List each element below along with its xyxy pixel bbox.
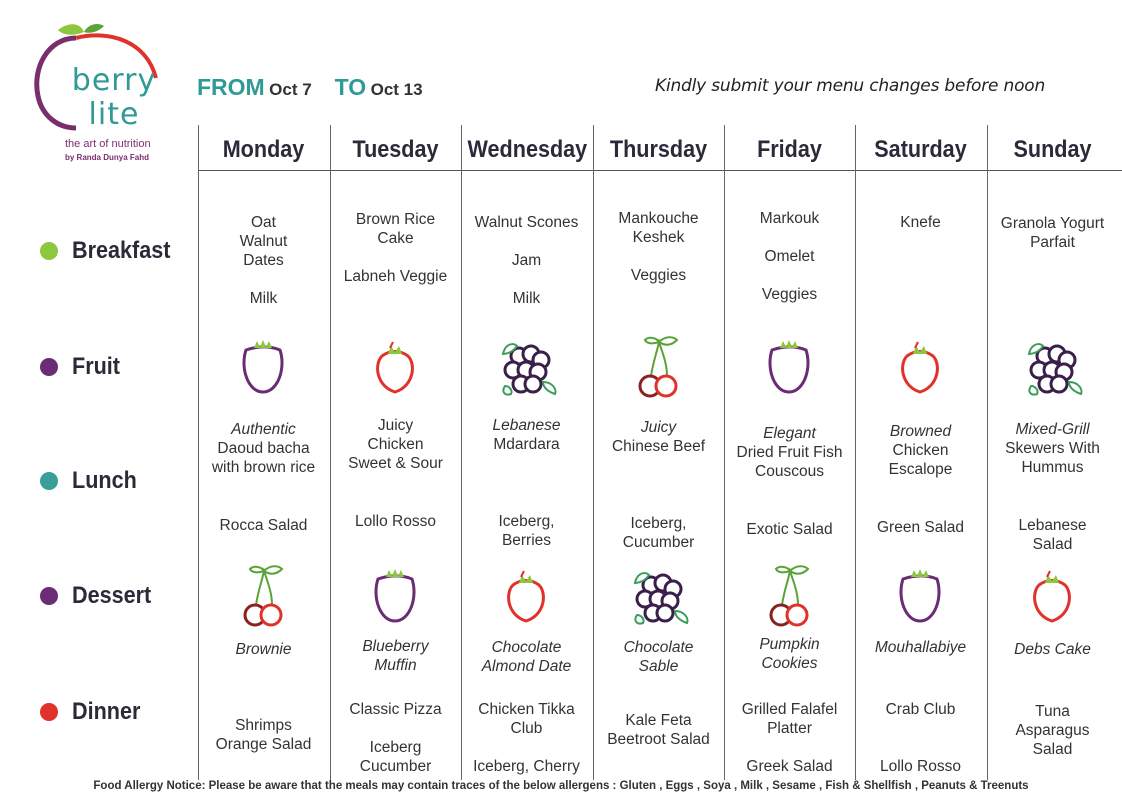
lunch-dish: Mdardara [493, 436, 560, 453]
breakfast-item [724, 209, 855, 304]
dinner-item-line: Classic Pizza [349, 701, 442, 718]
meal-name: Lunch [72, 467, 137, 494]
day-header-tuesday: Tuesday [352, 136, 439, 163]
lunch-descriptor: Lebanese [492, 417, 561, 434]
lunch-dish: Dried Fruit Fish [736, 444, 843, 461]
lunch-salad [593, 514, 724, 552]
dinner-item-line: Tuna [1035, 703, 1070, 720]
breakfast-item-line: Markouk [759, 210, 820, 227]
plum-icon [360, 563, 430, 629]
meal-dot-icon [40, 703, 58, 721]
spacer [724, 738, 855, 757]
spacer [330, 248, 461, 267]
plum-icon [754, 334, 824, 400]
dessert-item [855, 638, 986, 657]
lunch-salad-line: Green Salad [876, 519, 965, 536]
lunch-dish: with brown rice [211, 459, 316, 476]
dinner-item-line: Crab Club [885, 701, 956, 718]
lunch-salad-line: Rocca Salad [219, 517, 308, 534]
breakfast-item [987, 214, 1118, 252]
dessert-item-line: Chocolate [491, 639, 562, 656]
lunch-descriptor: Browned [889, 423, 952, 440]
spacer [198, 270, 329, 289]
lunch-descriptor: Authentic [231, 421, 296, 438]
dessert-item [198, 640, 329, 659]
lunch-main [855, 422, 986, 479]
brand-name: berry lite [71, 63, 157, 132]
brand-tagline: the art of nutrition [65, 138, 151, 150]
lunch-salad-line: Lebanese [1018, 517, 1087, 534]
day-header-friday: Friday [757, 136, 822, 163]
strawberry-icon [1017, 563, 1087, 629]
dessert-item-line: Pumpkin [759, 636, 820, 653]
lunch-main [724, 424, 855, 481]
lunch-dish: Daoud bacha [217, 440, 310, 457]
lunch-dish: Chicken [892, 442, 949, 459]
lunch-dish: Skewers With [1005, 440, 1100, 457]
breakfast-item-line: Milk [249, 290, 278, 307]
dinner-item-line: Club [510, 720, 543, 737]
day-header-saturday: Saturday [874, 136, 967, 163]
dinner-item-line: Iceberg, Cherry [473, 758, 580, 775]
spacer [461, 738, 592, 757]
breakfast-item-line: Keshek [632, 229, 685, 246]
meal-dot-icon [40, 587, 58, 605]
breakfast-item [330, 210, 461, 286]
lunch-salad-line: Berries [501, 532, 552, 549]
breakfast-item-line: Omelet [764, 248, 815, 265]
dinner-item-line: Grilled Falafel [741, 701, 838, 718]
dinner-item [198, 716, 329, 754]
lunch-main [330, 416, 461, 473]
day-header-thursday: Thursday [609, 136, 708, 163]
dinner-item-line: Iceberg [369, 739, 422, 756]
lunch-dish: Chicken [367, 436, 424, 453]
meal-label-lunch [40, 466, 144, 496]
dinner-item [593, 711, 724, 749]
lunch-main [461, 416, 592, 454]
to-date: Oct 13 [370, 80, 423, 99]
lunch-descriptor: Mixed-Grill [1015, 421, 1090, 438]
to-label: TO [334, 74, 367, 100]
lunch-descriptor: Elegant [763, 425, 816, 442]
allergy-notice: Food Allergy Notice: Please be aware that the meals may contain traces of the below allergens : Gluten , Eggs , Soya , Milk , Sesame , Fish & Shellfish , Peanuts & Treenuts [93, 780, 1029, 792]
lunch-salad-line: Salad [1032, 536, 1073, 553]
breakfast-item-line: Walnut Scones [474, 214, 579, 231]
lunch-main [593, 418, 724, 456]
day-header-wednesday: Wednesday [467, 136, 588, 163]
lunch-descriptor: Juicy [640, 419, 677, 436]
dinner-item-line: Orange Salad [215, 736, 312, 753]
cherry-icon [754, 563, 824, 629]
dessert-item-line: Debs Cake [1014, 641, 1091, 658]
dinner-item-line: Cucumber [359, 758, 432, 775]
lunch-main [987, 420, 1118, 477]
from-date: Oct 7 [269, 80, 312, 99]
dessert-item [987, 640, 1118, 659]
breakfast-item-line: Dates [243, 252, 284, 269]
cherry-icon [228, 563, 298, 629]
brand-author: by Randa Dunya Fahd [65, 153, 150, 162]
lunch-dish: Sweet & Sour [348, 455, 443, 472]
meal-dot-icon [40, 242, 58, 260]
lunch-salad [461, 512, 592, 550]
dinner-item-line: Lollo Rosso [880, 758, 961, 775]
spacer [724, 228, 855, 247]
breakfast-item [593, 209, 724, 285]
lunch-salad [724, 520, 855, 539]
meal-name: Fruit [72, 353, 120, 380]
lunch-salad-line: Iceberg, [630, 515, 687, 532]
lunch-salad-line: Lollo Rosso [355, 513, 436, 530]
dessert-item-line: Muffin [374, 657, 417, 674]
strawberry-icon [491, 563, 561, 629]
breakfast-item-line: Walnut [239, 233, 288, 250]
dessert-item [593, 638, 724, 676]
dinner-item-line: Greek Salad [746, 758, 833, 775]
lunch-salad [198, 516, 329, 535]
lunch-dish: Chinese Beef [611, 438, 706, 455]
dinner-item-line: Salad [1032, 741, 1073, 758]
meal-label-dessert [40, 581, 160, 611]
dinner-item [724, 700, 855, 776]
grapes-icon [1017, 334, 1087, 400]
breakfast-item-line: Parfait [1030, 234, 1075, 251]
dessert-item [330, 637, 461, 675]
plum-icon [228, 334, 298, 400]
meal-name: Dessert [72, 582, 152, 609]
cherry-icon [623, 334, 693, 400]
breakfast-item-line: Granola Yogurt [1000, 215, 1105, 232]
day-header-sunday: Sunday [1013, 136, 1092, 163]
spacer [724, 266, 855, 285]
header-divider [198, 170, 1122, 171]
breakfast-item-line: Milk [512, 290, 541, 307]
dinner-item [987, 702, 1118, 759]
meal-dot-icon [40, 358, 58, 376]
meal-label-breakfast [40, 236, 181, 266]
lunch-dish: Escalope [888, 461, 953, 478]
dessert-item [461, 638, 592, 676]
lunch-salad-line: Iceberg, [498, 513, 555, 530]
dessert-item-line: Blueberry [362, 638, 429, 655]
spacer [855, 719, 986, 738]
breakfast-item-line: Jam [511, 252, 542, 269]
dinner-item-line: Asparagus [1015, 722, 1090, 739]
meal-label-dinner [40, 697, 148, 727]
day-header-monday: Monday [222, 136, 305, 163]
dessert-item-line: Almond Date [481, 658, 572, 675]
lunch-salad [330, 512, 461, 531]
submission-notice: Kindly submit your menu changes before noon [655, 76, 1046, 96]
meal-dot-icon [40, 472, 58, 490]
breakfast-item [198, 213, 329, 308]
breakfast-item-line: Brown Rice [355, 211, 436, 228]
strawberry-icon [360, 334, 430, 400]
dinner-item-line: Chicken Tikka [478, 701, 575, 718]
dinner-item [461, 700, 592, 776]
dinner-item-line: Kale Feta [625, 712, 692, 729]
dessert-item-line: Mouhallabiye [874, 639, 967, 656]
lunch-salad [855, 518, 986, 537]
spacer [593, 247, 724, 266]
dinner-item [330, 700, 461, 776]
breakfast-item-line: Oat [251, 214, 276, 231]
breakfast-item [461, 213, 592, 308]
breakfast-item-line: Veggies [630, 267, 687, 284]
strawberry-icon [885, 334, 955, 400]
breakfast-item-line: Cake [377, 230, 414, 247]
dinner-item-line: Platter [767, 720, 812, 737]
breakfast-item-line: Knefe [900, 214, 941, 231]
dessert-item-line: Sable [638, 658, 679, 675]
lunch-dish: Couscous [755, 463, 824, 480]
breakfast-item-line: Labneh Veggie [343, 268, 448, 285]
from-label: FROM [197, 74, 265, 100]
meal-label-fruit [40, 352, 125, 382]
spacer [330, 719, 461, 738]
breakfast-item-line: Mankouche [618, 210, 699, 227]
plum-icon [885, 563, 955, 629]
lunch-salad-line: Cucumber [622, 534, 695, 551]
dessert-item [724, 635, 855, 673]
dessert-item-line: Cookies [761, 655, 818, 672]
brand-logo [28, 20, 178, 170]
lunch-salad [987, 516, 1118, 554]
lunch-salad-line: Exotic Salad [746, 521, 833, 538]
dinner-item-line: Beetroot Salad [607, 731, 710, 748]
grapes-icon [491, 334, 561, 400]
lunch-main [198, 420, 329, 477]
spacer [461, 232, 592, 251]
grapes-icon [623, 563, 693, 629]
dessert-item-line: Chocolate [623, 639, 694, 656]
lunch-dish: Hummus [1021, 459, 1084, 476]
dinner-item-line: Shrimps [235, 717, 292, 734]
dessert-item-line: Brownie [235, 641, 292, 658]
meal-name: Breakfast [72, 237, 171, 264]
lunch-dish: Juicy [377, 417, 414, 434]
spacer [461, 270, 592, 289]
dinner-item [855, 700, 986, 776]
breakfast-item-line: Veggies [761, 286, 818, 303]
date-range [197, 74, 423, 101]
meal-name: Dinner [72, 698, 141, 725]
spacer [855, 738, 986, 757]
breakfast-item [855, 213, 986, 232]
